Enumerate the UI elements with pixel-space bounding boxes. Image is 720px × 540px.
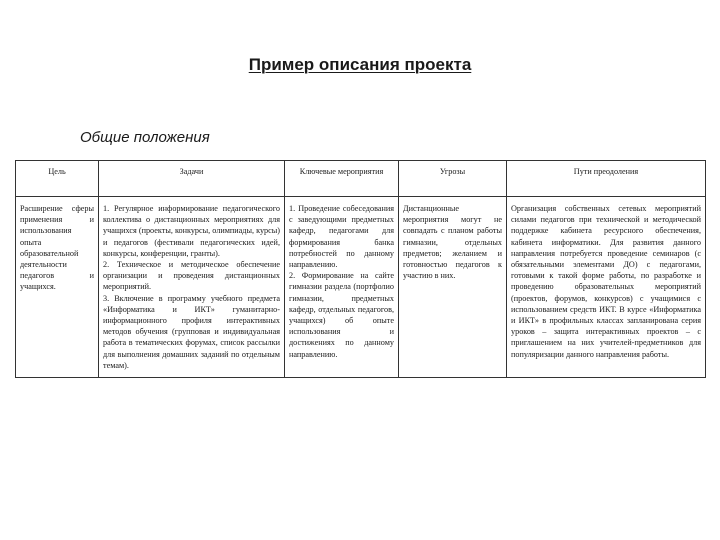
cell-tasks	[99, 197, 285, 378]
cell-key-activities	[285, 197, 399, 378]
cell-goal	[16, 197, 99, 378]
section-title: Общие положения	[80, 129, 210, 146]
cell-solutions	[507, 197, 706, 378]
column-header-threats: Угрозы	[399, 161, 507, 197]
threats-text: Дистанционные мероприятия могут не совпадать с планом работы гимназии, отдельных предметов; желанием и готовностью педагогов к участию в них.	[403, 204, 502, 281]
page-title	[0, 55, 720, 75]
table-header-row	[16, 161, 706, 197]
column-header-goal: Цель	[16, 161, 99, 197]
activity-item: 2. Формирование на сайте гимназии раздела (портфолио гимназии, предметных кафедр, отдельных педагогов, учащихся) об опыте использования и достижениях по данному направлению.	[289, 271, 394, 359]
column-header-key-activities: Ключевые мероприятия	[285, 161, 399, 197]
column-header-tasks: Задачи	[99, 161, 285, 197]
table-row	[16, 197, 706, 378]
cell-threats	[399, 197, 507, 378]
page-title-text: Пример описания проекта	[248, 55, 472, 74]
goal-text: Расширение сферы применения и использования опыта образовательной деятельности педагогов и учащихся.	[20, 204, 94, 292]
task-item: 3. Включение в программу учебного предмета «Информатика и ИКТ» гуманитарно-информационного профиля интерактивных методов обучения (групповая и индивидуальная работа в тематических форумах, список рассылки для выполнения домашних заданий по отдельным темам).	[103, 293, 280, 370]
task-item: 1. Регулярное информирование педагогического коллектива о дистанционных мероприятиях для учащихся (проекты, конкурсы, олимпиады, курсы) и педагогов (фестивали педагогических идей, конкурсы, конференции, гранты).	[103, 204, 280, 258]
task-item: 2. Техническое и методическое обеспечение организации и проведения дистанционных мероприятий.	[103, 260, 280, 292]
column-header-solutions: Пути преодоления	[507, 161, 706, 197]
solutions-text: Организация собственных сетевых мероприятий силами педагогов при технической и методической поддержке кабинета ресурсного обеспечения, кабинета информатики. Для развития данного направления потребуется проведение семинаров (с обязательными элементами ДО) с педагогами, готовыми к такой форме работы, по разработке и проведению образовательных мероприятий (проектов, форумов, конкурсов) с учащимися с использованием средств ИКТ. В курсе «Информатика и ИКТ» в профильных классах запланирована серия уроков – защита интерактивных проектов – с приглашением на них учителей-предметников для популяризации данного направления работы.	[511, 204, 701, 359]
activity-item: 1. Проведение собеседования с заведующими предметных кафедр, педагогами для формирования банка потребностей по данному направлению.	[289, 204, 394, 270]
project-table	[15, 160, 706, 378]
